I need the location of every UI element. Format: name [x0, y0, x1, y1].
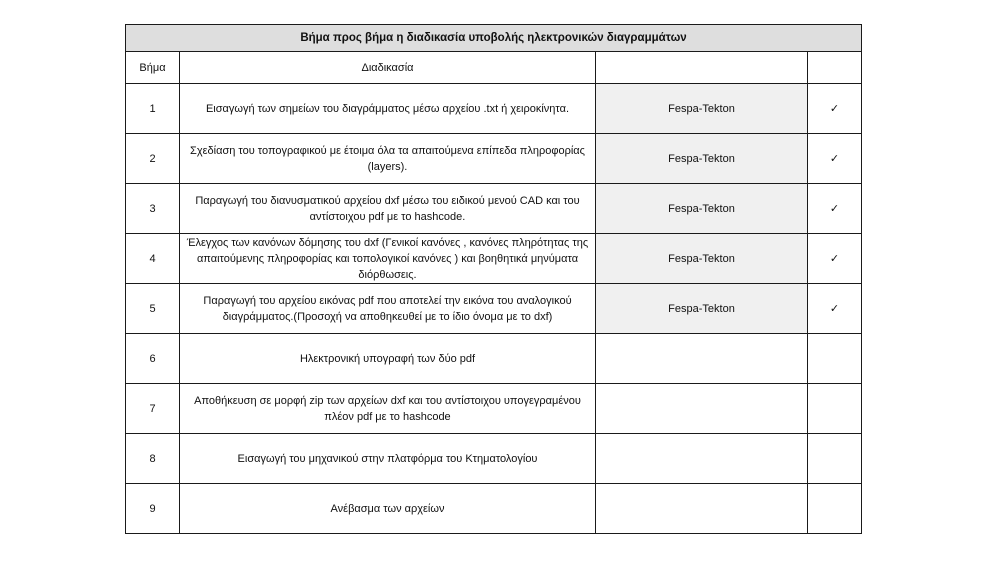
header-step: Βήμα: [126, 52, 180, 84]
step-number: 3: [126, 184, 180, 234]
table-row: [126, 334, 862, 384]
check-icon: ✓: [808, 284, 862, 334]
step-software: [596, 384, 808, 434]
table-row: [126, 484, 862, 534]
step-software: [596, 334, 808, 384]
step-number: 5: [126, 284, 180, 334]
step-software: Fespa-Tekton: [596, 84, 808, 134]
step-process: Εισαγωγή του μηχανικού στην πλατφόρμα του Κτηματολογίου: [180, 434, 596, 484]
step-process: Παραγωγή του αρχείου εικόνας pdf που αποτελεί την εικόνα του αναλογικού διαγράμματος.(Προσοχή να αποθηκευθεί με το ίδιο όνομα με το dxf): [180, 284, 596, 334]
check-icon: ✓: [808, 234, 862, 284]
procedure-table: [125, 24, 862, 534]
step-check: [808, 334, 862, 384]
table-row: [126, 284, 862, 334]
table-title: Βήμα προς βήμα η διαδικασία υποβολής ηλεκτρονικών διαγραμμάτων: [126, 25, 862, 52]
step-process: Ανέβασμα των αρχείων: [180, 484, 596, 534]
table-row: [126, 384, 862, 434]
table-header-row: [126, 52, 862, 84]
step-number: 7: [126, 384, 180, 434]
step-process: Παραγωγή του διανυσματικού αρχείου dxf μέσω του ειδικού μενού CAD και του αντίστοιχου pdf με το hashcode.: [180, 184, 596, 234]
table-row: [126, 434, 862, 484]
step-software: Fespa-Tekton: [596, 284, 808, 334]
step-check: [808, 484, 862, 534]
header-process: Διαδικασία: [180, 52, 596, 84]
step-process: Σχεδίαση του τοπογραφικού με έτοιμα όλα τα απαιτούμενα επίπεδα πληροφορίας (layers).: [180, 134, 596, 184]
table-row: [126, 134, 862, 184]
header-check: [808, 52, 862, 84]
table-title-row: [126, 25, 862, 52]
step-number: 9: [126, 484, 180, 534]
check-icon: ✓: [808, 134, 862, 184]
step-number: 8: [126, 434, 180, 484]
table-row: [126, 84, 862, 134]
step-software: Fespa-Tekton: [596, 184, 808, 234]
table-row: [126, 184, 862, 234]
step-process: Αποθήκευση σε μορφή zip των αρχείων dxf και του αντίστοιχου υπογεγραμένου πλέον pdf με το hashcode: [180, 384, 596, 434]
step-software: [596, 434, 808, 484]
step-number: 4: [126, 234, 180, 284]
step-software: Fespa-Tekton: [596, 134, 808, 184]
step-process: Έλεγχος των κανόνων δόμησης του dxf (Γενικοί κανόνες , κανόνες πληρότητας της απαιτούμενης πληροφορίας και τοπολογικοί κανόνες ) και βοηθητικά μηνύματα διόρθωσεις.: [180, 234, 596, 284]
step-check: [808, 434, 862, 484]
step-process: Ηλεκτρονική υπογραφή των δύο pdf: [180, 334, 596, 384]
check-icon: ✓: [808, 184, 862, 234]
step-check: [808, 384, 862, 434]
step-number: 6: [126, 334, 180, 384]
step-software: Fespa-Tekton: [596, 234, 808, 284]
header-software: [596, 52, 808, 84]
step-software: [596, 484, 808, 534]
step-number: 1: [126, 84, 180, 134]
table-row: [126, 234, 862, 284]
step-number: 2: [126, 134, 180, 184]
step-process: Εισαγωγή των σημείων του διαγράμματος μέσω αρχείου .txt ή χειροκίνητα.: [180, 84, 596, 134]
check-icon: ✓: [808, 84, 862, 134]
